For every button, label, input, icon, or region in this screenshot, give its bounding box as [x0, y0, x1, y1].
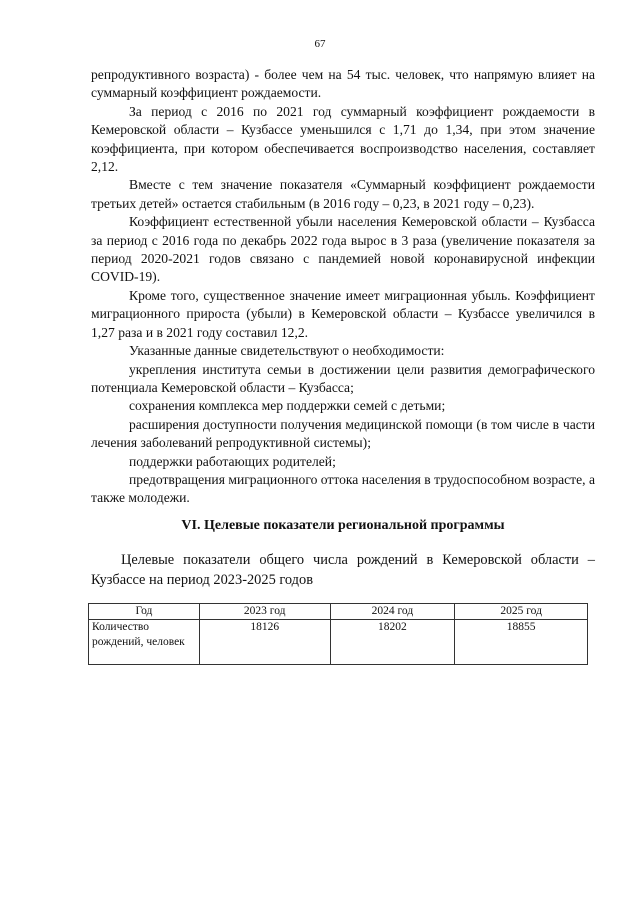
table-row [89, 620, 588, 665]
row-label-cell: Количество рождений, человек [89, 620, 200, 665]
header-cell: 2023 год [199, 604, 330, 620]
paragraph: Вместе с тем значение показателя «Суммарный коэффициент рождаемости третьих детей» остается стабильным (в 2016 году – 0,23, в 2021 году – 0,23). [91, 177, 595, 211]
body-text [91, 66, 595, 508]
paragraph: За период с 2016 по 2021 год суммарный коэффициент рождаемости в Кемеровской области – Кузбассе уменьшился с 1,71 до 1,34, при этом значение коэффициента, при котором обеспечивается воспроизводство населения, составляет 2,12. [91, 103, 595, 175]
page-number: 67 [314, 38, 326, 50]
header-cell: 2024 год [330, 604, 455, 620]
table-caption [91, 551, 595, 590]
list-item: поддержки работающих родителей; [129, 453, 336, 469]
table-header-row [89, 604, 588, 620]
header-cell: 2025 год [455, 604, 588, 620]
section-heading: VI. Целевые показатели региональной программы [181, 518, 505, 533]
list-item: предотвращения миграционного оттока населения в трудоспособном возрасте, а также молодежи. [91, 471, 595, 506]
target-indicators-table [88, 603, 588, 665]
value-cell: 18855 [455, 620, 588, 665]
header-cell: Год [89, 604, 200, 620]
list-item: укрепления института семьи в достижении цели развития демографического потенциала Кемеровской области – Кузбасса; [91, 361, 595, 395]
paragraph: репродуктивного возраста) - более чем на 54 тыс. человек, что напрямую влияет на суммарный коэффициент рождаемости. [91, 67, 595, 101]
table-caption-text: Целевые показатели общего числа рождений в Кемеровской области – Кузбассе на период 2023-2025 годов [91, 552, 595, 588]
paragraph: Указанные данные свидетельствуют о необходимости: [129, 343, 445, 359]
paragraph: Коэффициент естественной убыли населения Кемеровской области – Кузбасса за период с 2016 года по декабрь 2022 года вырос в 3 раза (увеличение показателя за период 2020-2021 годов связано с пандемией новой коронавирусной инфекции COVID-19). [91, 214, 595, 285]
list-item: расширения доступности получения медицинской помощи (в том числе в части лечения заболеваний репродуктивной системы); [91, 416, 595, 451]
list-item: сохранения комплекса мер поддержки семей с детьми; [129, 398, 446, 414]
value-cell: 18202 [330, 620, 455, 665]
paragraph: Кроме того, существенное значение имеет миграционная убыль. Коэффициент миграционного прироста (убыли) в Кемеровской области – Кузбассе увеличился в 1,27 раза и в 2021 году составил 12,2. [91, 287, 595, 340]
value-cell: 18126 [199, 620, 330, 665]
